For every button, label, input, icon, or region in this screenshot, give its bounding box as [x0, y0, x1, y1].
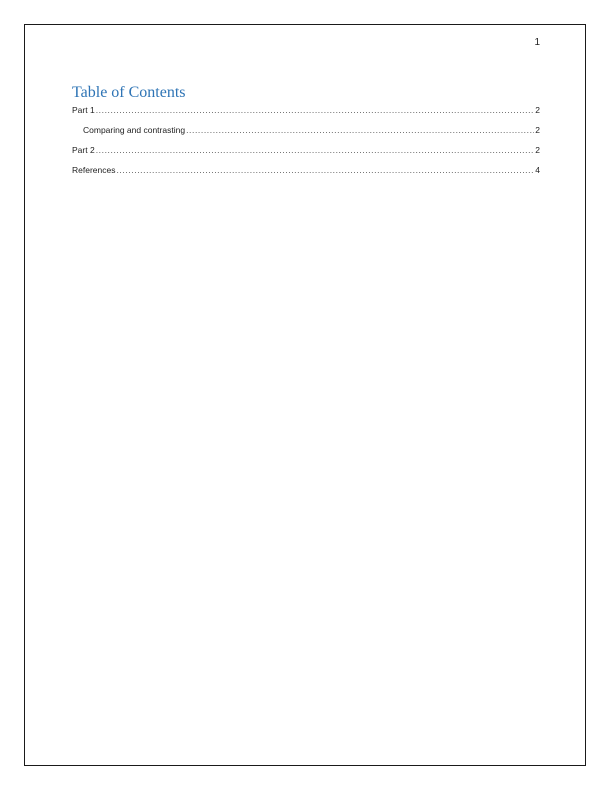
toc-entry-label: Part 2: [72, 145, 95, 155]
toc-dot-leader: [96, 144, 535, 156]
toc-entry-part-2[interactable]: [72, 144, 540, 156]
toc-entry-comparing-and-contrasting[interactable]: [72, 124, 540, 136]
toc-entry-part-1[interactable]: [72, 104, 540, 116]
toc-title: Table of Contents: [72, 84, 186, 101]
toc-dot-leader: [116, 164, 534, 176]
toc-entry-references[interactable]: [72, 164, 540, 176]
toc-entry-label: References: [72, 165, 116, 175]
toc-dot-leader: [186, 124, 534, 136]
toc-entry-page: 4: [535, 165, 540, 175]
page-number: 1: [534, 37, 540, 48]
toc-entry-label: Part 1: [72, 105, 95, 115]
toc-list: [72, 104, 540, 184]
toc-entry-label: Comparing and contrasting: [83, 125, 186, 135]
toc-entry-page: 2: [535, 145, 540, 155]
toc-dot-leader: [96, 104, 535, 116]
toc-entry-page: 2: [535, 105, 540, 115]
toc-entry-page: 2: [535, 125, 540, 135]
